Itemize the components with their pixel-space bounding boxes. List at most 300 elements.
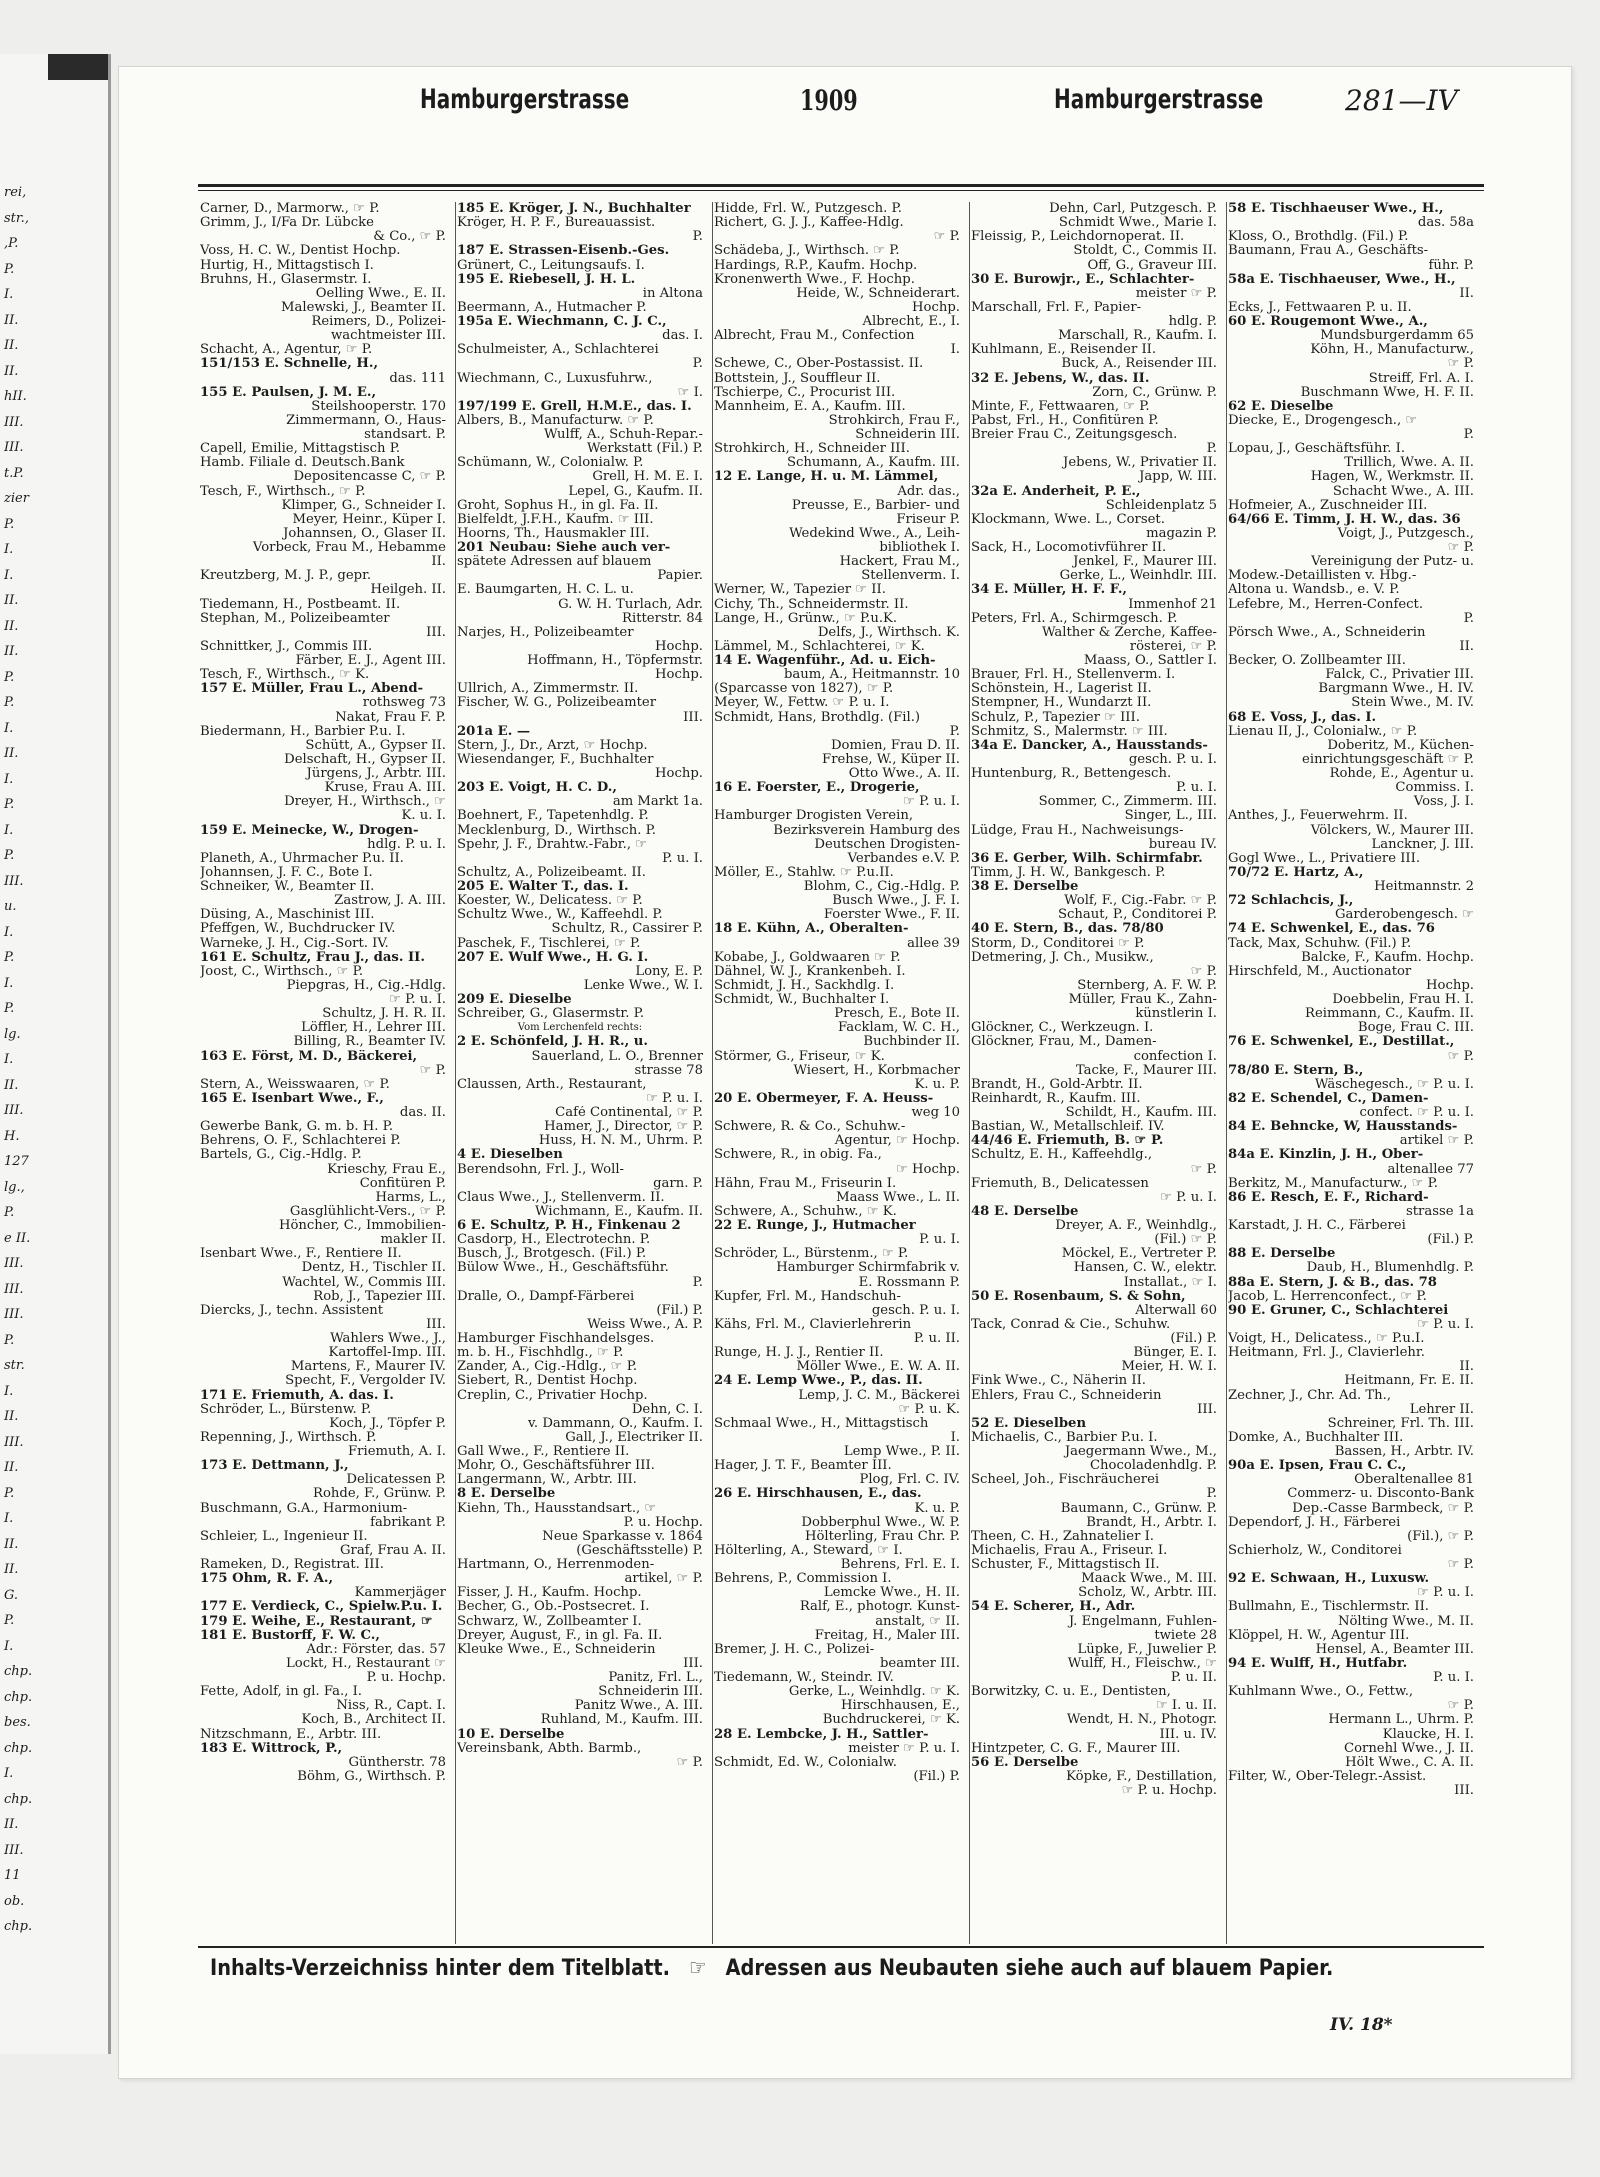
directory-entry-line: Baumann, Frau A., Geschäfts- — [1228, 244, 1429, 259]
directory-entry-line: P. u. I. — [662, 851, 703, 866]
directory-entry-line: (Fil.) ☞ P. — [1154, 1233, 1217, 1248]
directory-entry-line: 70/72 E. Hartz, A., — [1228, 865, 1364, 880]
directory-entry-line: (Fil.) P. — [656, 1303, 703, 1318]
directory-entry-line: Detmering, J. Ch., Musikw., — [971, 950, 1154, 965]
previous-page-fragment: u. — [4, 899, 17, 914]
previous-page-fragment: rei, — [4, 185, 27, 200]
directory-entry-line: 197/199 E. Grell, H.M.E., das. I. — [457, 399, 692, 414]
directory-entry-line: bibliothek I. — [879, 541, 960, 555]
directory-entry-line: Trillich, Wwe. A. II. — [1344, 456, 1474, 471]
previous-page-fragment: I. — [4, 771, 14, 787]
directory-entry-line: Lehrer II. — [1409, 1402, 1474, 1417]
directory-entry-line: Vereinsbank, Abth. Barmb., — [457, 1741, 642, 1756]
directory-entry-line: 201 Neubau: Siehe auch ver- — [457, 541, 671, 555]
directory-entry-line: Schultz, J. H. R. II. — [322, 1007, 446, 1022]
directory-entry-line: P. — [692, 230, 703, 245]
directory-entry-line: Tacke, F., Maurer III. — [1075, 1063, 1217, 1078]
directory-entry-line: Koch, B., Architect II. — [301, 1713, 446, 1728]
directory-entry-line: Meyer, W., Fettw. ☞ P. u. I. — [714, 696, 890, 711]
directory-entry-line: J. Engelmann, Fuhlen- — [1068, 1614, 1217, 1629]
directory-entry-line: III. — [1197, 1402, 1217, 1417]
directory-entry-line: in Altona — [642, 286, 703, 301]
directory-entry-line: III. — [426, 1317, 446, 1332]
directory-entry-line: Wendt, H. N., Photogr. — [1066, 1713, 1217, 1728]
address-column-4 — [971, 202, 1223, 1944]
previous-page-fragment: II. — [4, 644, 19, 659]
directory-entry-line: Nölting Wwe., M. II. — [1337, 1614, 1474, 1629]
directory-entry-line: Köhn, H., Manufacturw., — [1310, 343, 1474, 358]
sheet-signature: IV. 18* — [1330, 2015, 1393, 2035]
directory-entry-line: ☞ P. — [933, 230, 960, 245]
directory-entry-line: Mundsburgerdamm 65 — [1320, 329, 1474, 344]
directory-entry-line: v. Dammann, O., Kaufm. I. — [528, 1416, 703, 1431]
previous-page-fragment: P. — [4, 261, 15, 277]
directory-entry-line: Buck, A., Reisender III. — [1061, 357, 1217, 372]
directory-entry-line: Bargmann Wwe., H. IV. — [1318, 682, 1474, 697]
directory-entry-line: 155 E. Paulsen, J. M. E., — [200, 385, 377, 400]
directory-entry-line: Strohkirch, H., Schneider III. — [714, 442, 910, 457]
directory-entry-line: Jürgens, J., Arbtr. III. — [306, 767, 446, 781]
directory-entry-line: Lopau, J., Geschäftsführ. I. — [1228, 442, 1406, 457]
directory-entry-line: 94 E. Wulff, H., Hutfabr. — [1228, 1656, 1408, 1671]
directory-entry-line: Hintzpeter, C. G. F., Maurer III. — [971, 1741, 1181, 1756]
directory-entry-line: Chocoladenhdlg. P. — [1089, 1459, 1217, 1474]
previous-page-fragment: II. — [4, 1562, 19, 1577]
directory-entry-line: Rohde, F., Grünw. P. — [313, 1487, 446, 1502]
directory-entry-line: Hähn, Frau M., Friseurin I. — [714, 1176, 897, 1191]
previous-page-fragment: II. — [4, 312, 19, 328]
directory-entry-line: Schildt, H., Kaufm. III. — [1065, 1106, 1217, 1120]
directory-entry-line: Gerke, L., Weinhdlr. III. — [1059, 569, 1217, 584]
directory-entry-line: Hager, J. T. F., Beamter III. — [714, 1459, 892, 1474]
directory-entry-line: Schultz, E. H., Kaffeehdlg., — [971, 1148, 1153, 1163]
directory-entry-line: ☞ P. u. I. — [1417, 1586, 1474, 1601]
directory-entry-line: Karstadt, J. H. C., Färberei — [1228, 1219, 1406, 1233]
directory-entry-line: Krieschy, Frau E., — [327, 1162, 446, 1177]
directory-entry-line: Hidde, Frl. W., Putzgesch. P. — [714, 202, 902, 216]
directory-entry-line: Schultz, A., Polizeibeamt. II. — [457, 865, 646, 880]
directory-entry-line: Hamb. Filiale d. Deutsch.Bank — [200, 456, 405, 471]
directory-entry-line: P. — [692, 357, 703, 372]
directory-entry-line: Hamburger Fischhandelsges. — [457, 1332, 655, 1346]
directory-entry-line: 38 E. Derselbe — [971, 880, 1079, 894]
directory-entry-line: Schacht, A., Agentur, ☞ P. — [200, 343, 373, 358]
directory-entry-line: Hensel, A., Beamter III. — [1315, 1642, 1474, 1657]
directory-entry-line: Sack, H., Locomotivführer II. — [971, 541, 1167, 555]
directory-entry-line: Repenning, J., Wirthsch. P. — [200, 1430, 377, 1445]
directory-entry-line: 76 E. Schwenkel, E., Destillat., — [1228, 1035, 1455, 1050]
directory-entry-line: Mannheim, E. A., Kaufm. III. — [714, 399, 906, 414]
directory-entry-line: K. u. P. — [914, 1501, 960, 1516]
directory-entry-line: Voigt, J., Putzgesch., — [1337, 526, 1474, 541]
directory-entry-line: Möckel, E., Vertreter P. — [1061, 1247, 1217, 1262]
directory-entry-line: Buchdruckerei, ☞ K. — [822, 1713, 960, 1728]
directory-entry-line: Oberaltenallee 81 — [1354, 1473, 1474, 1488]
previous-page-fragment: 127 — [4, 1154, 29, 1169]
directory-entry-line: Zechner, J., Chr. Ad. Th., — [1228, 1388, 1392, 1403]
directory-entry-line: altenallee 77 — [1387, 1162, 1474, 1177]
directory-entry-line: 187 E. Strassen-Eisenb.-Ges. — [457, 244, 670, 259]
directory-entry-line: Isenbart Wwe., F., Rentiere II. — [200, 1247, 402, 1262]
directory-entry-line: Friemuth, A. I. — [348, 1445, 446, 1459]
directory-entry-line: Casdorp, H., Electrotechn. P. — [457, 1233, 651, 1248]
directory-entry-line: Meyer, Heinr., Küper I. — [292, 512, 446, 527]
column-divider — [712, 202, 713, 1944]
directory-entry-line: Schumann, A., Kaufm. III. — [786, 456, 960, 471]
directory-entry-line: Planeth, A., Uhrmacher P.u. II. — [200, 851, 404, 866]
directory-entry-line: Dependorf, J. H., Färberei — [1228, 1515, 1401, 1530]
previous-page-fragment: I. — [4, 975, 14, 991]
directory-entry-line: 2 E. Schönfeld, J. H. R., u. — [457, 1035, 648, 1050]
previous-page-fragment: P. — [4, 797, 15, 812]
directory-entry-line: Meier, H. W. I. — [1121, 1360, 1217, 1375]
directory-entry-line: Vorbeck, Frau M., Hebamme — [252, 541, 446, 555]
directory-entry-line: P. — [1206, 1487, 1217, 1502]
directory-entry-line: Stein Wwe., M. IV. — [1351, 696, 1474, 711]
directory-entry-line: Biedermann, H., Barbier P.u. I. — [200, 724, 406, 739]
directory-entry-line: Creplin, C., Privatier Hochp. — [457, 1388, 648, 1403]
directory-entry-line: Kröger, H. P. F., Bureauassist. — [457, 216, 656, 231]
directory-entry-line: Bülow Wwe., H., Geschäftsführ. — [457, 1261, 669, 1276]
directory-entry-line: (Fil.) P. — [1170, 1332, 1217, 1346]
directory-entry-line: Confitüren P. — [359, 1176, 446, 1191]
directory-entry-line: Panitz Wwe., A. III. — [574, 1699, 703, 1714]
directory-entry-line: Pfeffgen, W., Buchdrucker IV. — [200, 922, 396, 937]
header-rule-thin — [198, 190, 1484, 191]
directory-entry-line: 163 E. Först, M. D., Bäckerei, — [200, 1049, 418, 1064]
directory-entry-line: 6 E. Schultz, P. H., Finkenau 2 — [457, 1219, 681, 1233]
address-column-3 — [714, 202, 966, 1944]
directory-entry-line: Japp, W. III. — [1139, 470, 1217, 485]
directory-entry-line: Färber, E. J., Agent III. — [295, 654, 446, 668]
directory-entry-line: Runge, H. J. J., Rentier II. — [714, 1346, 884, 1361]
directory-entry-line: II. — [431, 555, 446, 570]
directory-entry-line: Anthes, J., Feuerwehrm. II. — [1228, 809, 1408, 824]
directory-entry-line: Völckers, W., Maurer III. — [1310, 823, 1474, 838]
directory-entry-line: 56 E. Derselbe — [971, 1755, 1079, 1770]
previous-page-fragment: chp. — [4, 1919, 33, 1934]
directory-entry-line: 88a E. Stern, J. & B., das. 78 — [1228, 1275, 1437, 1290]
directory-entry-line: weg 10 — [911, 1106, 960, 1120]
directory-entry-line: 72 Schlachcis, J., — [1228, 894, 1354, 909]
directory-entry-line: Albrecht, Frau M., Confection — [714, 329, 915, 344]
directory-entry-line: Plog, Frl. C. IV. — [859, 1473, 960, 1488]
directory-entry-line: 90 E. Gruner, C., Schlachterei — [1228, 1303, 1449, 1318]
directory-entry-line: Spehr, J. F., Drahtw.-Fabr., ☞ — [457, 837, 648, 852]
directory-entry-line: Diercks, J., techn. Assistent — [200, 1303, 384, 1318]
directory-entry-line: Immenhof 21 — [1128, 597, 1217, 612]
directory-entry-line: 32 E. Jebens, W., das. II. — [971, 371, 1150, 386]
previous-page-header-rule — [48, 54, 108, 80]
directory-entry-line: & Co., ☞ P. — [373, 230, 446, 245]
directory-entry-line: Schönstein, H., Lagerist II. — [971, 682, 1152, 697]
directory-entry-line: 20 E. Obermeyer, F. A. Heuss- — [714, 1091, 934, 1106]
directory-entry-line: Boehnert, F., Tapetenhdlg. P. — [457, 809, 649, 824]
directory-entry-line: Mohr, O., Geschäftsführer III. — [457, 1459, 655, 1474]
directory-entry-line: III. — [1454, 1784, 1474, 1798]
directory-entry-line: (Sparcasse von 1827), ☞ P. — [714, 682, 894, 697]
previous-page-fragment: III. — [4, 1307, 24, 1322]
directory-entry-line: 10 E. Derselbe — [457, 1727, 565, 1742]
directory-entry-line: 90a E. Ipsen, Frau C. C., — [1228, 1459, 1407, 1474]
directory-entry-line: Harms, L., — [375, 1190, 446, 1205]
directory-entry-line: ☞ P. u. I. — [903, 795, 960, 810]
directory-entry-line: Brauer, Frl. H., Stellenverm. I. — [971, 668, 1176, 683]
directory-entry-line: ☞ I. u. II. — [1155, 1699, 1217, 1714]
directory-entry-line: Doebbelin, Frau H. I. — [1332, 993, 1474, 1007]
directory-entry-line: am Markt 1a. — [612, 795, 703, 810]
directory-entry-line: Kuhlmann Wwe., O., Fettw., — [1228, 1685, 1414, 1700]
directory-entry-line: Vom Lerchenfeld rechts: — [517, 1022, 643, 1034]
previous-page-fragment: e II. — [4, 1230, 31, 1246]
directory-entry-line: Nitzschmann, E., Arbtr. III. — [200, 1727, 382, 1742]
directory-entry-line: spätete Adressen auf blauem — [457, 555, 652, 570]
directory-entry-line: Malewski, J., Beamter II. — [281, 300, 446, 315]
directory-entry-line: 52 E. Dieselben — [971, 1416, 1087, 1431]
directory-entry-line: Oelling Wwe., E. II. — [315, 286, 446, 301]
directory-entry-line: ☞ P. — [1447, 357, 1474, 372]
previous-page-fragment: chp. — [4, 1791, 33, 1807]
address-column-5 — [1228, 202, 1480, 1944]
directory-entry-line: Carner, D., Marmorw., ☞ P. — [200, 202, 380, 216]
directory-entry-line: 157 E. Müller, Frau L., Abend- — [200, 682, 424, 697]
directory-entry-line: P. u. Hochp. — [623, 1515, 703, 1530]
directory-entry-line: Hochp. — [912, 300, 960, 315]
directory-entry-line: hdlg. P. — [1168, 315, 1217, 329]
directory-entry-line: 195a E. Wiechmann, C. J. C., — [457, 315, 667, 329]
directory-entry-line: Kupfer, Frl. M., Handschuh- — [714, 1289, 901, 1304]
previous-page-fragment: chp. — [4, 1664, 33, 1679]
directory-entry-line: einrichtungsgeschäft ☞ P. — [1302, 752, 1474, 767]
directory-entry-line: 171 E. Friemuth, A. das. I. — [200, 1388, 394, 1403]
directory-entry-line: Wiechmann, C., Luxusfuhrw., — [457, 371, 653, 386]
directory-entry-line: Schmidt, W., Buchhalter I. — [714, 993, 890, 1007]
previous-page-fragment: III. — [4, 440, 24, 455]
directory-entry-line: Friseur P. — [896, 512, 960, 527]
directory-entry-line: Gasglühlicht-Vers., ☞ P. — [289, 1204, 446, 1219]
directory-entry-line: Reimers, D., Polizei- — [311, 315, 446, 329]
directory-entry-line: ☞ Hochp. — [896, 1162, 960, 1177]
directory-entry-line: Sauerland, L. O., Brenner — [531, 1049, 703, 1064]
previous-page-fragment: II. — [4, 338, 19, 353]
directory-entry-line: Strohkirch, Frau F., — [828, 413, 960, 428]
directory-entry-line: II. — [1459, 1360, 1474, 1375]
directory-entry-line: Panitz, Frl. L., — [608, 1671, 703, 1685]
directory-entry-line: twiete 28 — [1154, 1628, 1217, 1643]
previous-page-fragment: III. — [4, 873, 24, 889]
directory-entry-line: Fisser, J. H., Kaufm. Hochp. — [457, 1586, 642, 1601]
directory-entry-line: Schulz, P., Tapezier ☞ III. — [971, 710, 1140, 725]
column-divider — [1226, 202, 1227, 1944]
directory-entry-line: Hermann L., Uhrm. P. — [1328, 1713, 1474, 1728]
directory-entry-line: Pörsch Wwe., A., Schneiderin — [1228, 625, 1426, 640]
directory-entry-line: Rameken, D., Registrat. III. — [200, 1558, 384, 1572]
directory-entry-line: Preusse, E., Barbier- und — [791, 498, 960, 513]
directory-entry-line: (Fil.) P. — [913, 1769, 960, 1784]
directory-entry-line: allee 39 — [907, 936, 960, 951]
directory-entry-line: Heitmann, Frl. J., Clavierlehr. — [1228, 1346, 1425, 1361]
directory-entry-line: P. — [1463, 611, 1474, 626]
directory-entry-line: Off, G., Graveur III. — [1087, 258, 1217, 273]
directory-entry-line: Zander, A., Cig.-Hdlg., ☞ P. — [457, 1360, 638, 1375]
directory-entry-line: Groht, Sophus H., in gl. Fa. II. — [457, 498, 659, 513]
directory-entry-line: 32a E. Anderheit, P. E., — [971, 484, 1141, 499]
directory-entry-line: Bassen, H., Arbtr. IV. — [1334, 1445, 1474, 1459]
directory-entry-line: Grimm, J., I/Fa Dr. Lübcke — [200, 216, 374, 231]
directory-entry-line: Sommer, C., Zimmerm. III. — [1038, 795, 1217, 810]
directory-entry-line: E. Rossmann P. — [858, 1275, 960, 1290]
previous-page-fragment: P. — [4, 669, 15, 685]
directory-entry-line: 84 E. Behncke, W, Hausstands- — [1228, 1120, 1458, 1135]
directory-entry-line: Dreyer, August, F., in gl. Fa. II. — [457, 1628, 663, 1643]
directory-entry-line: 179 E. Weihe, E., Restaurant, ☞ — [200, 1614, 433, 1629]
directory-entry-line: Borwitzky, C. u. E., Dentisten, — [971, 1685, 1171, 1700]
pointing-hand-icon: ☞ — [689, 1956, 707, 1981]
directory-entry-line: Maass Wwe., L. II. — [836, 1190, 960, 1205]
previous-page-fragment: lg., — [4, 1179, 25, 1195]
directory-entry-line: Hamburger Drogisten Verein, — [714, 809, 914, 824]
directory-entry-line: Fette, Adolf, in gl. Fa., I. — [200, 1685, 362, 1700]
directory-entry-line: Busch, J., Brotgesch. (Fil.) P. — [457, 1247, 647, 1262]
directory-entry-line: confect. ☞ P. u. I. — [1359, 1106, 1474, 1120]
directory-entry-line: Ritterstr. 84 — [622, 611, 703, 626]
directory-entry-line: Foerster Wwe., F. II. — [823, 908, 960, 923]
previous-page-fragment: II. — [4, 1536, 19, 1552]
directory-entry-line: Schneiker, W., Beamter II. — [200, 880, 375, 894]
directory-entry-line: Domke, A., Buchhalter III. — [1228, 1430, 1404, 1445]
directory-entry-line: ☞ P. — [1447, 1049, 1474, 1064]
directory-entry-line: wachtmeister III. — [330, 329, 446, 344]
directory-entry-line: Schnittker, J., Commis III. — [200, 639, 373, 654]
directory-entry-line: Stern, J., Dr., Arzt, ☞ Hochp. — [457, 738, 648, 753]
directory-entry-line: Böhm, G., Wirthsch. P. — [297, 1769, 446, 1784]
directory-entry-line: Bielfeldt, J.F.H., Kaufm. ☞ III. — [457, 512, 654, 527]
directory-entry-line: Adr.: Förster, das. 57 — [306, 1642, 446, 1657]
directory-entry-line: K. u. P. — [914, 1077, 960, 1092]
directory-entry-line: Nakat, Frau F. P. — [335, 710, 446, 725]
directory-entry-line: Höncher, C., Immobilien- — [278, 1219, 446, 1233]
previous-page-fragment: II. — [4, 1409, 19, 1424]
directory-entry-line: E. Baumgarten, H. C. L. u. — [457, 583, 634, 598]
directory-entry-line: 74 E. Schwenkel, E., das. 76 — [1228, 922, 1435, 937]
directory-entry-line: Lämmel, M., Schlachterei, ☞ K. — [714, 639, 925, 654]
directory-entry-line: Kreutzberg, M. J. P., gepr. — [200, 569, 372, 584]
directory-entry-line: Kloss, O., Brothdlg. (Fil.) P. — [1228, 230, 1409, 245]
directory-entry-line: Schmidt, J. H., Sackhdlg. I. — [714, 978, 895, 993]
directory-entry-line: 34 E. Müller, H. F. F., — [971, 583, 1128, 598]
directory-entry-line: Hochp. — [655, 767, 703, 781]
directory-entry-line: Hamburger Schirmfabrik v. — [776, 1261, 960, 1276]
footer-index-note: Inhalts-Verzeichniss hinter dem Titelblatt. — [210, 1956, 671, 1981]
directory-entry-line: 88 E. Derselbe — [1228, 1247, 1336, 1262]
directory-entry-line: Tschierpe, C., Procurist III. — [714, 385, 896, 400]
previous-page-fragment: bes. — [4, 1715, 31, 1730]
directory-entry-line: Dreyer, H., Wirthsch., ☞ — [284, 795, 446, 810]
directory-entry-line: Berkitz, M., Manufacturw., ☞ P. — [1228, 1176, 1438, 1191]
directory-entry-line: Maass, O., Sattler I. — [1083, 654, 1217, 668]
previous-page-fragment: P. — [4, 516, 15, 532]
directory-entry-line: Schierholz, W., Conditorei — [1228, 1543, 1402, 1558]
previous-page-fragment: chp. — [4, 1689, 33, 1705]
directory-entry-line: standsart. P. — [364, 428, 446, 442]
directory-entry-line: Ullrich, A., Zimmermstr. II. — [457, 682, 639, 697]
directory-entry-line: Schwarz, W., Zollbeamter I. — [457, 1614, 642, 1629]
directory-entry-line: Lepel, G., Kaufm. II. — [568, 484, 703, 499]
directory-entry-line: Johannsen, J. F. C., Bote I. — [200, 865, 373, 880]
directory-entry-line: Koch, J., Töpfer P. — [329, 1416, 446, 1431]
directory-entry-line: Dehn, Carl, Putzgesch. P. — [1049, 202, 1217, 216]
directory-entry-line: Jaegermann Wwe., M., — [1064, 1445, 1217, 1459]
directory-entry-line: Reimmann, C., Kaufm. II. — [1305, 1007, 1474, 1022]
directory-entry-line: Delicatessen P. — [346, 1473, 446, 1488]
directory-entry-line: Garderobengesch. ☞ — [1334, 908, 1474, 923]
directory-entry-line: G. W. H. Turlach, Adr. — [558, 597, 703, 612]
directory-entry-line: P. — [1463, 428, 1474, 442]
directory-entry-line: ☞ P. — [1190, 1162, 1217, 1177]
previous-page-fragment: II. — [4, 363, 19, 379]
directory-entry-line: 8 E. Derselbe — [457, 1487, 556, 1502]
directory-entry-line: Gogl Wwe., L., Privatiere III. — [1228, 851, 1421, 866]
directory-entry-line: Rohde, E., Agentur u. — [1329, 767, 1474, 781]
directory-entry-line: Koester, W., Delicatess. ☞ P. — [457, 894, 643, 909]
directory-entry-line: Diecke, E., Drogengesch., ☞ — [1228, 413, 1418, 428]
directory-entry-line: Ehlers, Frau C., Schneiderin — [971, 1388, 1162, 1403]
right-street-title: Hamburgerstrasse — [1054, 84, 1264, 115]
directory-entry-line: Schröder, L., Bürstenw. P. — [200, 1402, 372, 1417]
directory-entry-line: 181 E. Bustorff, F. W. C., — [200, 1628, 380, 1643]
directory-entry-line: Narjes, H., Polizeibeamter — [457, 625, 634, 640]
directory-entry-line: II. — [1459, 286, 1474, 301]
directory-entry-line: Hofmeier, A., Zuschneider III. — [1228, 498, 1428, 513]
directory-entry-line: Deutschen Drogisten- — [814, 837, 960, 852]
previous-page-fragment: II. — [4, 1460, 19, 1475]
directory-entry-line: Zimmermann, O., Haus- — [286, 413, 446, 428]
directory-entry-line: Schwere, R., in obig. Fa., — [714, 1148, 882, 1163]
previous-page-fragment: III. — [4, 1256, 24, 1271]
previous-page-fragment: I. — [4, 287, 14, 302]
directory-entry-line: Fleissig, P., Leichdornoperat. II. — [971, 230, 1185, 245]
directory-entry-line: P. u. II. — [913, 1332, 960, 1346]
directory-entry-line: Schümann, W., Colonialw. P. — [457, 456, 644, 471]
directory-entry-line: Schultz Wwe., W., Kaffeehdl. P. — [457, 908, 663, 923]
directory-entry-line: Löffler, H., Lehrer III. — [301, 1021, 446, 1036]
directory-entry-line: Huss, H. N. M., Uhrm. P. — [538, 1134, 703, 1149]
directory-entry-line: Freitag, H., Maler III. — [814, 1628, 960, 1643]
previous-page-fragment: I. — [4, 1638, 14, 1654]
previous-page-fragment: G. — [4, 1587, 19, 1603]
directory-entry-line: Michaelis, C., Barbier P.u. I. — [971, 1430, 1158, 1445]
previous-page-fragment: P. — [4, 1205, 15, 1220]
directory-entry-line: Tiedemann, H., Postbeamt. II. — [200, 597, 401, 612]
directory-entry-line: Wahlers Wwe., J., — [330, 1332, 446, 1346]
previous-page-fragment: I. — [4, 822, 14, 838]
directory-entry-line: Huntenburg, R., Bettengesch. — [971, 767, 1172, 781]
directory-entry-line: Capell, Emilie, Mittagstisch P. — [200, 442, 401, 457]
previous-page-fragment: H. — [4, 1128, 20, 1144]
previous-page-fragment: III. — [4, 1103, 24, 1118]
directory-entry-line: Behrens, Frl. E. I. — [840, 1558, 960, 1572]
directory-entry-line: Lockt, H., Restaurant ☞ — [286, 1656, 446, 1671]
directory-entry-line: P. — [949, 724, 960, 739]
directory-entry-line: rösterei, ☞ P. — [1129, 639, 1217, 654]
directory-entry-line: ☞ P. — [1447, 1699, 1474, 1714]
directory-entry-line: I. — [950, 1430, 960, 1445]
directory-entry-line: 151/153 E. Schnelle, H., — [200, 357, 379, 372]
directory-entry-line: Lony, E. P. — [635, 964, 703, 979]
directory-entry-line: Johannsen, O., Glaser II. — [283, 526, 446, 541]
directory-entry-line: Heide, W., Schneiderart. — [796, 286, 960, 301]
directory-entry-line: Hurtig, H., Mittagstisch I. — [200, 258, 374, 273]
